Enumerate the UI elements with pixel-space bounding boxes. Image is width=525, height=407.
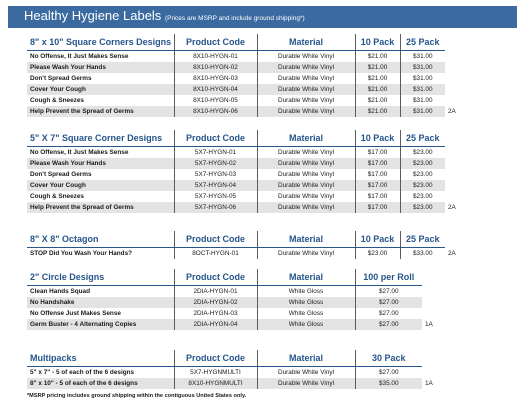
column-header: 10 Pack xyxy=(355,231,400,248)
item-name: No Offense Just Makes Sense xyxy=(30,310,121,317)
cell-value: Durable White Vinyl xyxy=(257,180,355,191)
item-name: 8" x 10" - 5 of each of the 6 designs xyxy=(27,378,174,389)
column-header: Material xyxy=(257,231,355,248)
table-row xyxy=(27,158,467,169)
item-name: Clean Hands Squad xyxy=(30,288,91,295)
item-name: No Offense, It Just Makes Sense xyxy=(30,149,129,156)
column-header: Product Code xyxy=(174,130,257,147)
column-header: 100 per Roll xyxy=(355,269,422,286)
cell-value: 2DIA-HYGN-04 xyxy=(174,319,257,330)
table-row xyxy=(27,378,444,389)
cell-value: $31.00 xyxy=(400,106,445,117)
cell-value: Durable White Vinyl xyxy=(257,73,355,84)
cell-value: Durable White Vinyl xyxy=(257,202,355,213)
cell-value: $23.00 xyxy=(400,169,445,180)
table-row xyxy=(27,51,467,63)
cell-value: $27.00 xyxy=(355,297,422,308)
cell-value: 5X7-HYGN-05 xyxy=(174,191,257,202)
item-name: No Handshake xyxy=(27,297,174,308)
cell-value: Durable White Vinyl xyxy=(257,191,355,202)
cell-value: $21.00 xyxy=(355,106,400,117)
item-name: Please Wash Your Hands xyxy=(27,158,174,169)
column-header: Material xyxy=(257,269,355,286)
item-name: Don't Spread Germs xyxy=(30,75,92,82)
column-header: 25 Pack xyxy=(400,34,445,51)
page-subtitle: (Prices are MSRP and include ground shipping*) xyxy=(164,15,305,22)
row-note xyxy=(445,158,467,169)
column-header: Product Code xyxy=(174,231,257,248)
cell-value: $21.00 xyxy=(355,84,400,95)
cell-value: Durable White Vinyl xyxy=(257,158,355,169)
cell-value: $17.00 xyxy=(355,191,400,202)
cell-value: $23.00 xyxy=(400,147,445,159)
table-row xyxy=(27,106,467,117)
row-note xyxy=(445,147,467,159)
cell-value: Durable White Vinyl xyxy=(257,51,355,63)
cell-value: $31.00 xyxy=(400,84,445,95)
table-row xyxy=(27,62,467,73)
cell-value: $27.00 xyxy=(355,367,422,379)
cell-value: $21.00 xyxy=(355,51,400,63)
row-note: 1A xyxy=(422,378,444,389)
header-row xyxy=(27,350,444,367)
cell-value: $23.00 xyxy=(400,191,445,202)
column-header: 10 Pack xyxy=(355,34,400,51)
item-name: Cover Your Cough xyxy=(27,180,174,191)
cell-value: Durable White Vinyl xyxy=(257,367,355,379)
cell-value: White Gloss xyxy=(257,319,355,330)
row-note: 2A xyxy=(445,248,467,260)
table-row xyxy=(27,319,444,330)
cell-value: Durable White Vinyl xyxy=(257,147,355,159)
cell-value: 8X10-HYGN-04 xyxy=(174,84,257,95)
column-header: 30 Pack xyxy=(355,350,422,367)
cell-value: 5X7-HYGN-02 xyxy=(174,158,257,169)
spacer-cell xyxy=(422,269,444,286)
section-table xyxy=(27,231,467,259)
cell-value: 8X10-HYGN-06 xyxy=(174,106,257,117)
table-row xyxy=(27,73,467,84)
cell-value: $17.00 xyxy=(355,202,400,213)
cell-value: $35.00 xyxy=(355,378,422,389)
cell-value: $23.00 xyxy=(400,202,445,213)
column-header: Material xyxy=(257,130,355,147)
cell-value: $23.00 xyxy=(400,158,445,169)
cell-value: 8X10-HYGN-01 xyxy=(174,51,257,63)
header-row xyxy=(27,231,467,248)
cell-value: $23.00 xyxy=(400,180,445,191)
row-note xyxy=(445,51,467,63)
section-table xyxy=(27,350,444,389)
cell-value: $17.00 xyxy=(355,180,400,191)
cell-value: White Gloss xyxy=(257,297,355,308)
cell-value: 8X10-HYGN-02 xyxy=(174,62,257,73)
header-row xyxy=(27,130,467,147)
item-name: No Offense, It Just Makes Sense xyxy=(30,53,129,60)
cell-value: $23.00 xyxy=(355,248,400,260)
row-note: 2A xyxy=(445,106,467,117)
item-name: 5" x 7" - 5 of each of the 6 designs xyxy=(30,369,135,376)
cell-value: 2DIA-HYGN-02 xyxy=(174,297,257,308)
cell-value: $17.00 xyxy=(355,147,400,159)
cell-value: Durable White Vinyl xyxy=(257,84,355,95)
table-row xyxy=(27,191,467,202)
row-note xyxy=(445,180,467,191)
row-note xyxy=(445,62,467,73)
cell-value: $21.00 xyxy=(355,95,400,106)
cell-value: 5X7-HYGN-04 xyxy=(174,180,257,191)
cell-value: White Gloss xyxy=(257,308,355,319)
column-header: Product Code xyxy=(174,269,257,286)
table-row xyxy=(27,84,467,95)
cell-value: $17.00 xyxy=(355,169,400,180)
cell-value: $31.00 xyxy=(400,73,445,84)
cell-value: $27.00 xyxy=(355,308,422,319)
row-note xyxy=(445,169,467,180)
spacer-cell xyxy=(445,130,467,147)
cell-value: Durable White Vinyl xyxy=(257,62,355,73)
row-note xyxy=(422,308,444,319)
cell-value: 8X10-HYGN-03 xyxy=(174,73,257,84)
item-name: Germ Buster - 4 Alternating Copies xyxy=(27,319,174,330)
table-row xyxy=(27,367,444,379)
cell-value: $33.00 xyxy=(400,248,445,260)
header-row xyxy=(27,34,467,51)
table-row xyxy=(27,147,467,159)
spacer-cell xyxy=(445,34,467,51)
item-name: STOP Did You Wash Your Hands? xyxy=(30,250,133,257)
cell-value: $21.00 xyxy=(355,62,400,73)
cell-value: Durable White Vinyl xyxy=(257,169,355,180)
cell-value: Durable White Vinyl xyxy=(257,106,355,117)
column-header: Product Code xyxy=(174,350,257,367)
table-row xyxy=(27,169,467,180)
cell-value: Durable White Vinyl xyxy=(257,95,355,106)
section-title: 8" x 10" Square Corners Designs xyxy=(27,34,174,51)
footer-note: *MSRP pricing includes ground shipping within the contiguous United States only. xyxy=(27,393,247,399)
table-row xyxy=(27,202,467,213)
cell-value: $27.00 xyxy=(355,319,422,330)
item-name: Cover Your Cough xyxy=(27,84,174,95)
table-row xyxy=(27,95,467,106)
header-row xyxy=(27,269,444,286)
cell-value: $21.00 xyxy=(355,73,400,84)
row-note xyxy=(445,95,467,106)
item-name: Help Prevent the Spread of Germs xyxy=(27,202,174,213)
section-title: 2" Circle Designs xyxy=(27,269,174,286)
cell-value: 2DIA-HYGN-03 xyxy=(174,308,257,319)
spacer-cell xyxy=(422,350,444,367)
cell-value: 8OCT-HYGN-01 xyxy=(174,248,257,260)
cell-value: 8X10-HYGN-05 xyxy=(174,95,257,106)
row-note xyxy=(422,286,444,298)
row-note xyxy=(422,367,444,379)
section-table xyxy=(27,130,467,213)
item-name: Help Prevent the Spread of Germs xyxy=(27,106,174,117)
cell-value: White Gloss xyxy=(257,286,355,298)
cell-value: $31.00 xyxy=(400,95,445,106)
title-text: Healthy Hygiene Labels xyxy=(24,8,162,23)
row-note xyxy=(422,297,444,308)
column-header: Material xyxy=(257,34,355,51)
cell-value: 5X7-HYGN-06 xyxy=(174,202,257,213)
row-note: 1A xyxy=(422,319,444,330)
page-title xyxy=(24,8,305,23)
column-header: Product Code xyxy=(174,34,257,51)
row-note xyxy=(445,191,467,202)
table-row xyxy=(27,248,467,260)
table-row xyxy=(27,308,444,319)
cell-value: 2DIA-HYGN-01 xyxy=(174,286,257,298)
cell-value: 8X10-HYGNMULTI xyxy=(174,378,257,389)
row-note xyxy=(445,84,467,95)
column-header: 10 Pack xyxy=(355,130,400,147)
item-name: Please Wash Your Hands xyxy=(27,62,174,73)
row-note xyxy=(445,73,467,84)
cell-value: $27.00 xyxy=(355,286,422,298)
table-row xyxy=(27,286,444,298)
cell-value: Durable White Vinyl xyxy=(257,248,355,260)
item-name: Cough & Sneezes xyxy=(30,193,84,200)
section-title: Multipacks xyxy=(27,350,174,367)
item-name: Cough & Sneezes xyxy=(30,97,84,104)
column-header: 25 Pack xyxy=(400,130,445,147)
column-header: 25 Pack xyxy=(400,231,445,248)
cell-value: $31.00 xyxy=(400,51,445,63)
section-title: 5" X 7" Square Corner Designs xyxy=(27,130,174,147)
cell-value: 5X7-HYGNMULTI xyxy=(174,367,257,379)
section-table xyxy=(27,34,467,117)
cell-value: $31.00 xyxy=(400,62,445,73)
row-note: 2A xyxy=(445,202,467,213)
table-row xyxy=(27,180,467,191)
cell-value: $17.00 xyxy=(355,158,400,169)
spacer-cell xyxy=(445,231,467,248)
cell-value: 5X7-HYGN-03 xyxy=(174,169,257,180)
item-name: Don't Spread Germs xyxy=(30,171,92,178)
column-header: Material xyxy=(257,350,355,367)
table-row xyxy=(27,297,444,308)
cell-value: 5X7-HYGN-01 xyxy=(174,147,257,159)
cell-value: Durable White Vinyl xyxy=(257,378,355,389)
section-table xyxy=(27,269,444,330)
title-banner xyxy=(8,6,517,28)
section-title: 8" X 8" Octagon xyxy=(27,231,174,248)
